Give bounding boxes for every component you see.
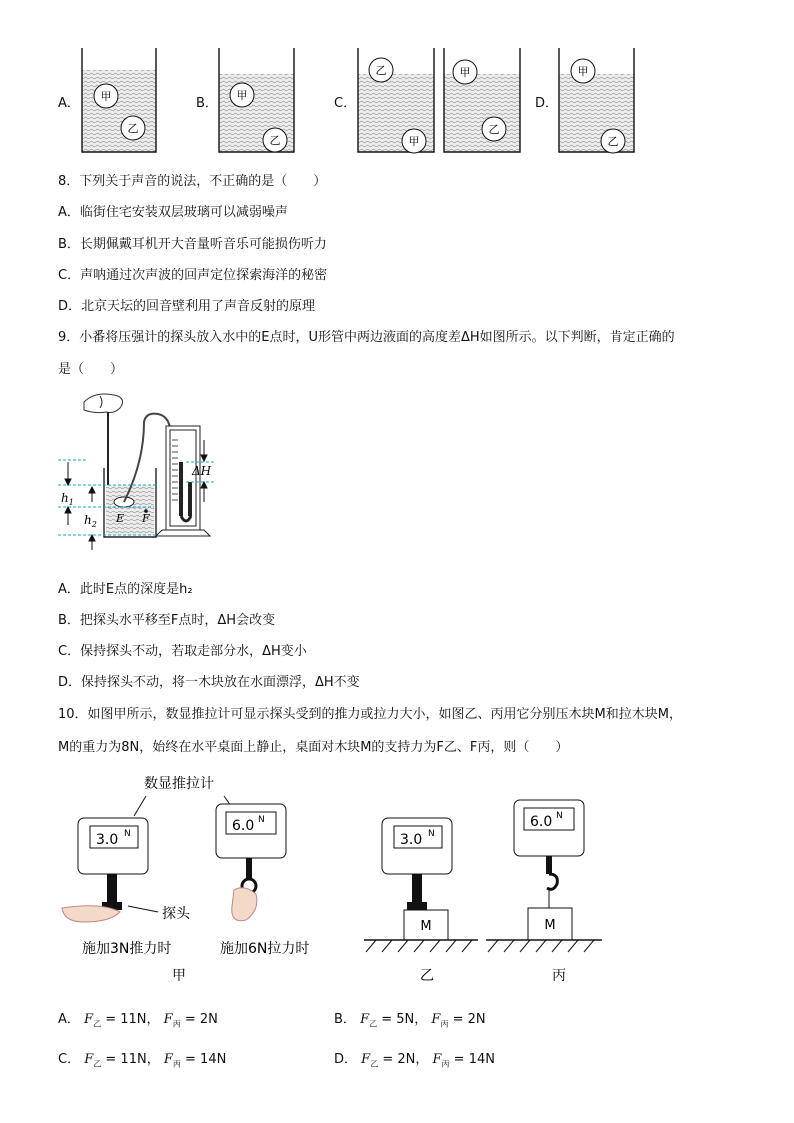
q10-option-d[interactable]: D． $F_乙 = 2N$， $F_丙 = 14N$ — [334, 1052, 495, 1069]
beaker-d — [559, 48, 634, 153]
svg-text:甲: 甲 — [236, 89, 248, 102]
q8-option-d[interactable]: D．北京天坛的回音壁利用了声音反射的原理 — [58, 299, 316, 314]
svg-text:N: N — [258, 815, 265, 825]
q9-stem-line2: 是（ ） — [58, 362, 124, 377]
q9-stem-line1: 9．小番将压强计的探头放入水中的E点时，U形管中两边液面的高度差ΔH如图所示。以下判断，肯定正确的 — [58, 330, 675, 345]
q8-option-c[interactable]: C．声呐通过次声波的回声定位探索海洋的秘密 — [58, 268, 328, 283]
svg-text:乙: 乙 — [488, 123, 500, 136]
q8-stem: 8．下列关于声音的说法，不正确的是（ ） — [58, 174, 327, 189]
beaker-b — [219, 48, 294, 152]
pressure-gauge-figure — [58, 390, 288, 550]
ball-yi-label: 乙 — [127, 122, 139, 135]
q9-option-c[interactable]: C．保持探头不动，若取走部分水，ΔH变小 — [58, 644, 307, 659]
svg-text:甲: 甲 — [408, 135, 420, 148]
beaker-c2 — [444, 48, 520, 152]
q7-option-d-label[interactable]: D． — [535, 96, 559, 111]
q7-option-a-label[interactable]: A． — [58, 96, 80, 111]
beaker-a — [82, 48, 156, 152]
q7-beaker-figure — [0, 0, 794, 160]
block-m-bing: M — [544, 918, 556, 933]
svg-text:甲: 甲 — [577, 65, 589, 78]
svg-text:6.0: 6.0 — [232, 818, 255, 834]
svg-text:3.0: 3.0 — [400, 832, 423, 848]
q9-option-d[interactable]: D．保持探头不动，将一木块放在水面漂浮，ΔH不变 — [58, 675, 360, 690]
gauge-yi — [364, 818, 478, 952]
figure-yi-label: 乙 — [420, 968, 434, 984]
q7-option-b-label[interactable]: B． — [196, 96, 218, 111]
figure-bing-label: 丙 — [552, 968, 566, 984]
h1-label: $h_1$ — [61, 491, 74, 507]
svg-text:N: N — [556, 811, 563, 821]
ball-jia-label: 甲 — [100, 90, 112, 103]
pull-caption: 施加6N拉力时 — [220, 941, 310, 957]
push-caption: 施加3N推力时 — [82, 941, 172, 957]
h2-label: $h_2$ — [84, 513, 97, 529]
figure-jia-label: 甲 — [172, 968, 186, 984]
svg-text:乙: 乙 — [269, 134, 281, 147]
q8-option-a[interactable]: A．临街住宅安装双层玻璃可以减弱噪声 — [58, 205, 288, 220]
svg-text:乙: 乙 — [607, 135, 619, 148]
svg-text:N: N — [428, 829, 435, 839]
q10-stem-line1: 10．如图甲所示，数显推拉计可显示探头受到的推力或拉力大小，如图乙、丙用它分别压木块M和拉木块M， — [58, 707, 682, 722]
q10-option-a[interactable]: A． $F_乙 = 11N$， $F_丙 = 2N$ — [58, 1012, 218, 1029]
q10-option-b[interactable]: B． $F_乙 = 5N$， $F_丙 = 2N$ — [334, 1012, 486, 1029]
point-e-label: E — [116, 512, 125, 525]
q9-option-b[interactable]: B．把探头水平移至F点时，ΔH会改变 — [58, 613, 276, 628]
svg-text:乙: 乙 — [375, 64, 387, 77]
delta-h-label: ΔH — [192, 464, 212, 478]
svg-text:3.0: 3.0 — [96, 832, 119, 848]
svg-text:N: N — [124, 829, 131, 839]
gauge-push — [62, 818, 148, 922]
q9-option-a[interactable]: A．此时E点的深度是h₂ — [58, 582, 193, 597]
svg-text:6.0: 6.0 — [530, 814, 553, 830]
svg-text:甲: 甲 — [459, 66, 471, 79]
q10-option-c[interactable]: C． $F_乙 = 11N$， $F_丙 = 14N$ — [58, 1052, 227, 1069]
q10-stem-line2: M的重力为8N，始终在水平桌面上静止，桌面对木块M的支持力为F乙、F丙，则（ ） — [58, 740, 569, 755]
beaker-c1 — [358, 48, 434, 153]
block-m-yi: M — [420, 919, 432, 934]
push-pull-gauge-figure — [58, 768, 618, 988]
q8-option-b[interactable]: B．长期佩戴耳机开大音量听音乐可能损伤听力 — [58, 237, 327, 252]
gauge-bing — [486, 800, 602, 952]
gauge-pull — [216, 804, 286, 921]
q7-option-c-label[interactable]: C． — [334, 96, 357, 111]
probe-label: 探头 — [162, 906, 190, 922]
device-label: 数显推拉计 — [144, 776, 214, 792]
point-f-label: F — [142, 512, 150, 525]
